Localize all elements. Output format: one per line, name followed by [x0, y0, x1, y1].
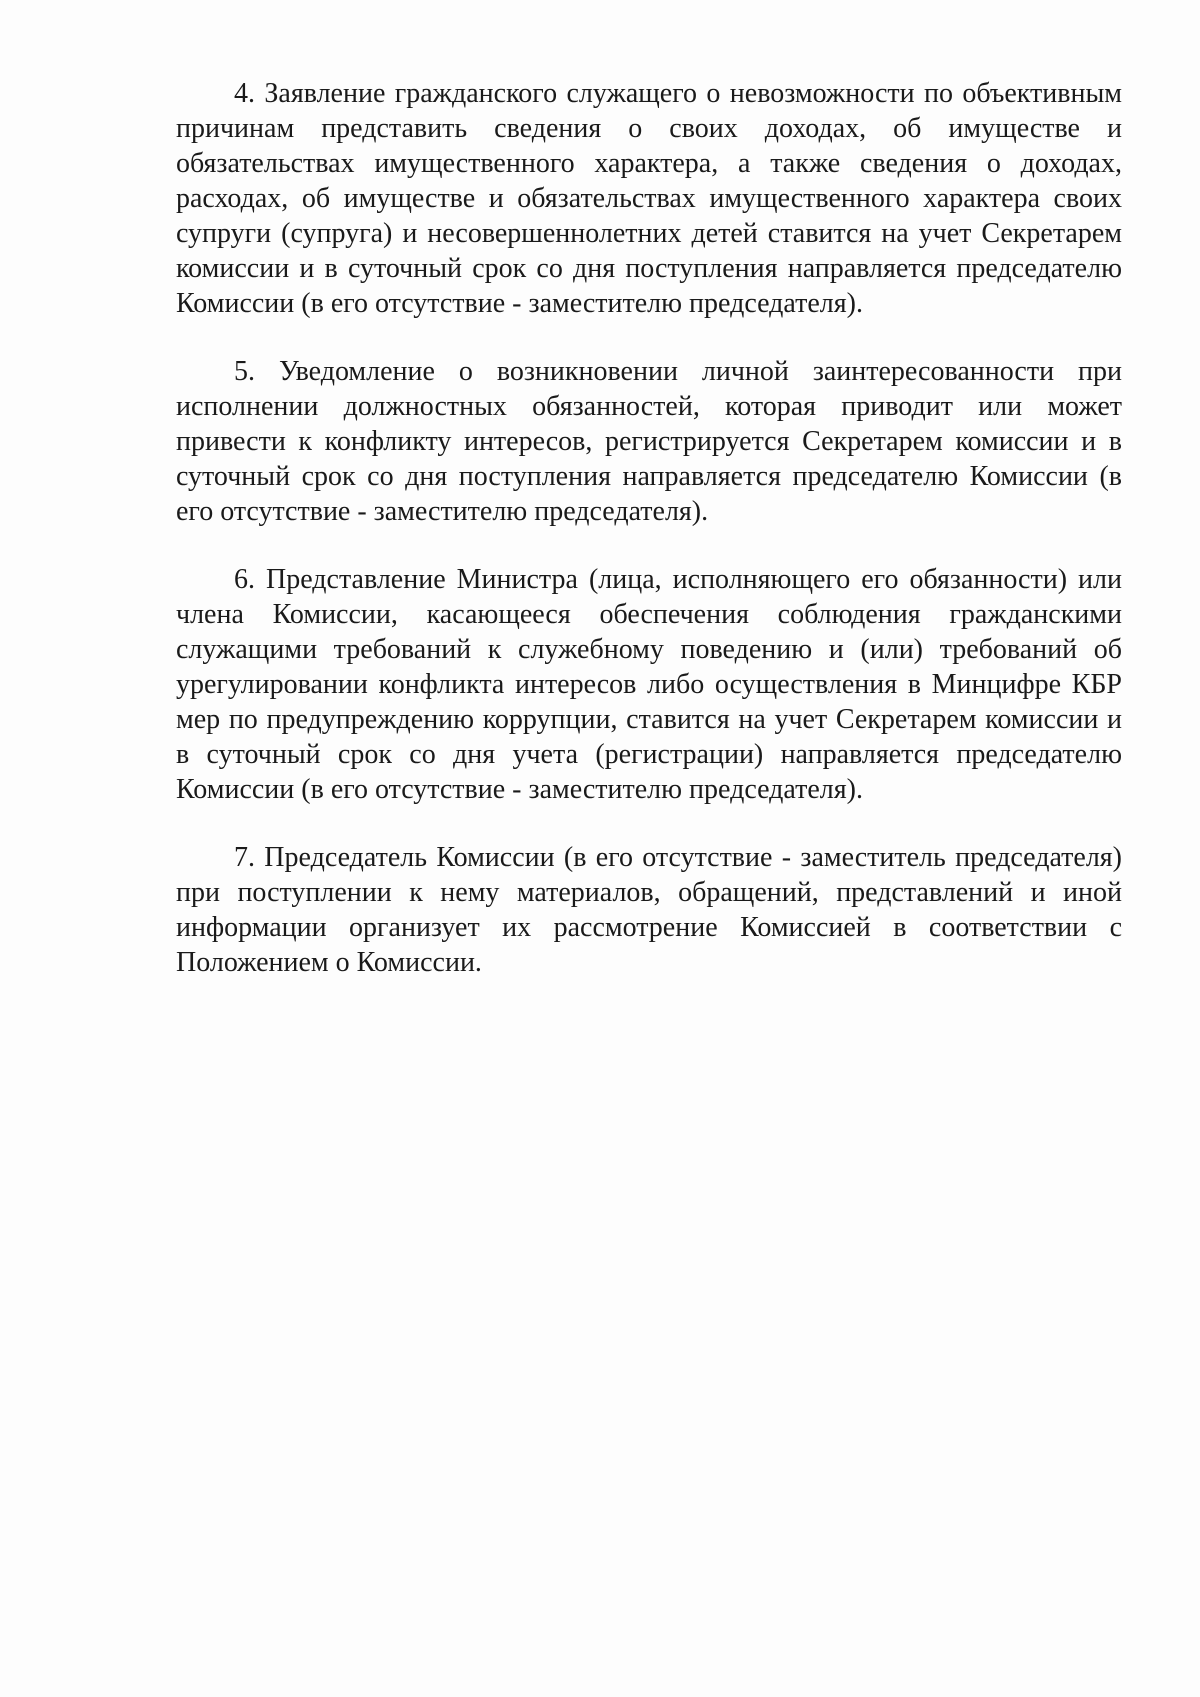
document-body: [176, 76, 1122, 980]
paragraph-4: 4. Заявление гражданского служащего о невозможности по объективным причинам представить сведения о своих доходах, об имуществе и обязательствах имущественного характера, а также сведения о доходах, расходах, об имуществе и обязательствах имущественного характера своих супруги (супруга) и несовершеннолетних детей ставится на учет Секретарем комиссии и в суточный срок со дня поступления направляется председателю Комиссии (в его отсутствие - заместителю председателя).: [176, 78, 1122, 319]
paragraph-6: 6. Представление Министра (лица, исполняющего его обязанности) или члена Комиссии, касающееся обеспечения соблюдения гражданскими служащими требований к служебному поведению и (или) требований об урегулировании конфликта интересов либо осуществления в Минцифре КБР мер по предупреждению коррупции, ставится на учет Секретарем комиссии и в суточный срок со дня учета (регистрации) направляется председателю Комиссии (в его отсутствие - заместителю председателя).: [176, 564, 1122, 805]
paragraph-5: 5. Уведомление о возникновении личной заинтересованности при исполнении должностных обязанностей, которая приводит или может привести к конфликту интересов, регистрируется Секретарем комиссии и в суточный срок со дня поступления направляется председателю Комиссии (в его отсутствие - заместителю председателя).: [176, 356, 1122, 527]
paragraph-7: 7. Председатель Комиссии (в его отсутствие - заместитель председателя) при поступлении к нему материалов, обращений, представлений и иной информации организует их рассмотрение Комиссией в соответствии с Положением о Комиссии.: [176, 842, 1122, 978]
